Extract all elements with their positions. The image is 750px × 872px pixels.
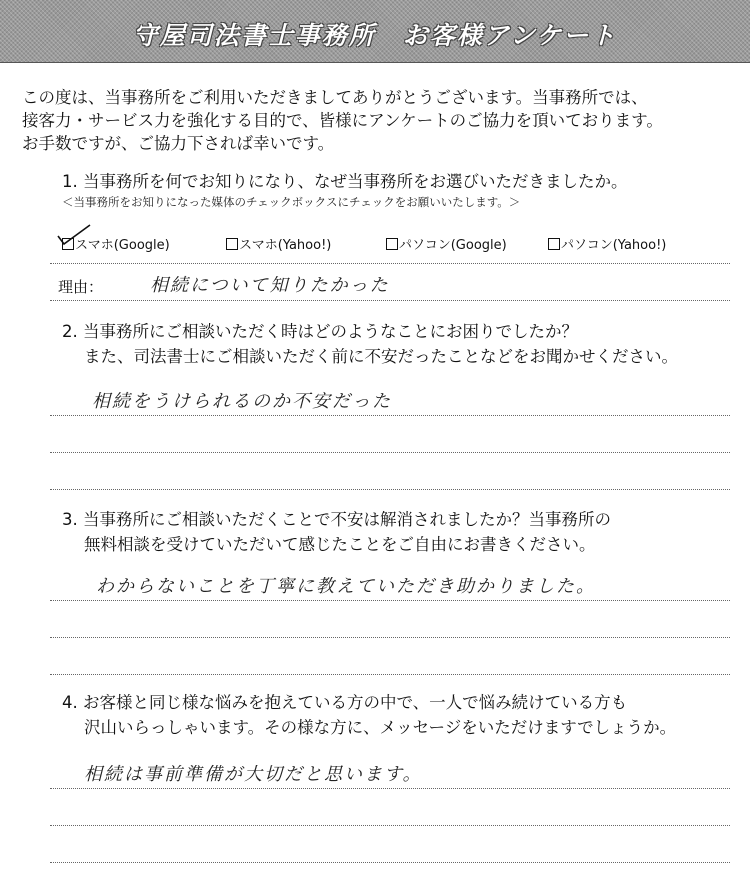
option-smartphone-yahoo[interactable] (226, 234, 331, 253)
answer-line (50, 600, 730, 601)
intro-line: 接客力・サービス力を強化する目的で、皆様にアンケートのご協力を頂いております。 (22, 111, 663, 130)
reason-answer: 相続について知りたかった (150, 275, 390, 296)
question-4: 4. お客様と同じ様な悩みを抱えている方の中で、一人で悩み続けている方も (62, 693, 628, 712)
option-pc-yahoo[interactable] (548, 234, 666, 253)
answer-3: わからないことを丁寧に教えていただき助かりました。 (96, 576, 596, 597)
question-1: 1. 当事務所を何でお知りになり、なぜ当事務所をお選びいただきましたか。 (62, 172, 628, 191)
answer-line (50, 415, 730, 416)
option-label: パソコン(Google) (399, 238, 507, 253)
answer-line (50, 637, 730, 638)
question-1-note: ＜当事務所をお知りになった媒体のチェックボックスにチェックをお願いいたします。＞ (62, 195, 521, 209)
checkbox[interactable] (226, 238, 238, 250)
checkbox[interactable] (548, 238, 560, 250)
answer-line (50, 674, 730, 675)
answer-line (50, 300, 730, 301)
question-2-line2: また、司法書士にご相談いただく前に不安だったことなどをお聞かせください。 (84, 347, 678, 366)
question-3: 3. 当事務所にご相談いただくことで不安は解消されましたか？当事務所の (62, 510, 611, 529)
intro-text (22, 86, 734, 155)
page-title: 守屋司法書士事務所 お客様アンケート (132, 21, 618, 50)
answer-line (50, 825, 730, 826)
answer-4: 相続は事前準備が大切だと思います。 (84, 764, 423, 785)
question-3-line2: 無料相談を受けていただいて感じたことをご自由にお書きください。 (84, 535, 596, 554)
option-label: スマホ(Google) (75, 238, 170, 253)
answer-line (50, 452, 730, 453)
question-4-line2: 沢山いらっしゃいます。その様な方に、メッセージをいただけますでしょうか。 (84, 718, 677, 737)
question-2: 2. 当事務所にご相談いただく時はどのようなことにお困りでしたか？ (62, 322, 578, 341)
header-banner (0, 0, 750, 63)
answer-2: 相続をうけられるのか不安だった (92, 391, 392, 412)
intro-line: この度は、当事務所をご利用いただきましてありがとうございます。当事務所では、 (22, 88, 648, 107)
answer-line (50, 263, 730, 264)
answer-line (50, 862, 730, 863)
option-label: パソコン(Yahoo!) (561, 238, 667, 253)
option-label: スマホ(Yahoo!) (239, 238, 332, 253)
checkbox[interactable] (386, 238, 398, 250)
checkmark-icon (54, 222, 94, 248)
intro-line: お手数ですが、ご協力下されば幸いです。 (22, 134, 335, 153)
answer-line (50, 788, 730, 789)
answer-line (50, 489, 730, 490)
option-pc-google[interactable] (386, 234, 507, 253)
reason-label: 理由： (58, 278, 104, 296)
